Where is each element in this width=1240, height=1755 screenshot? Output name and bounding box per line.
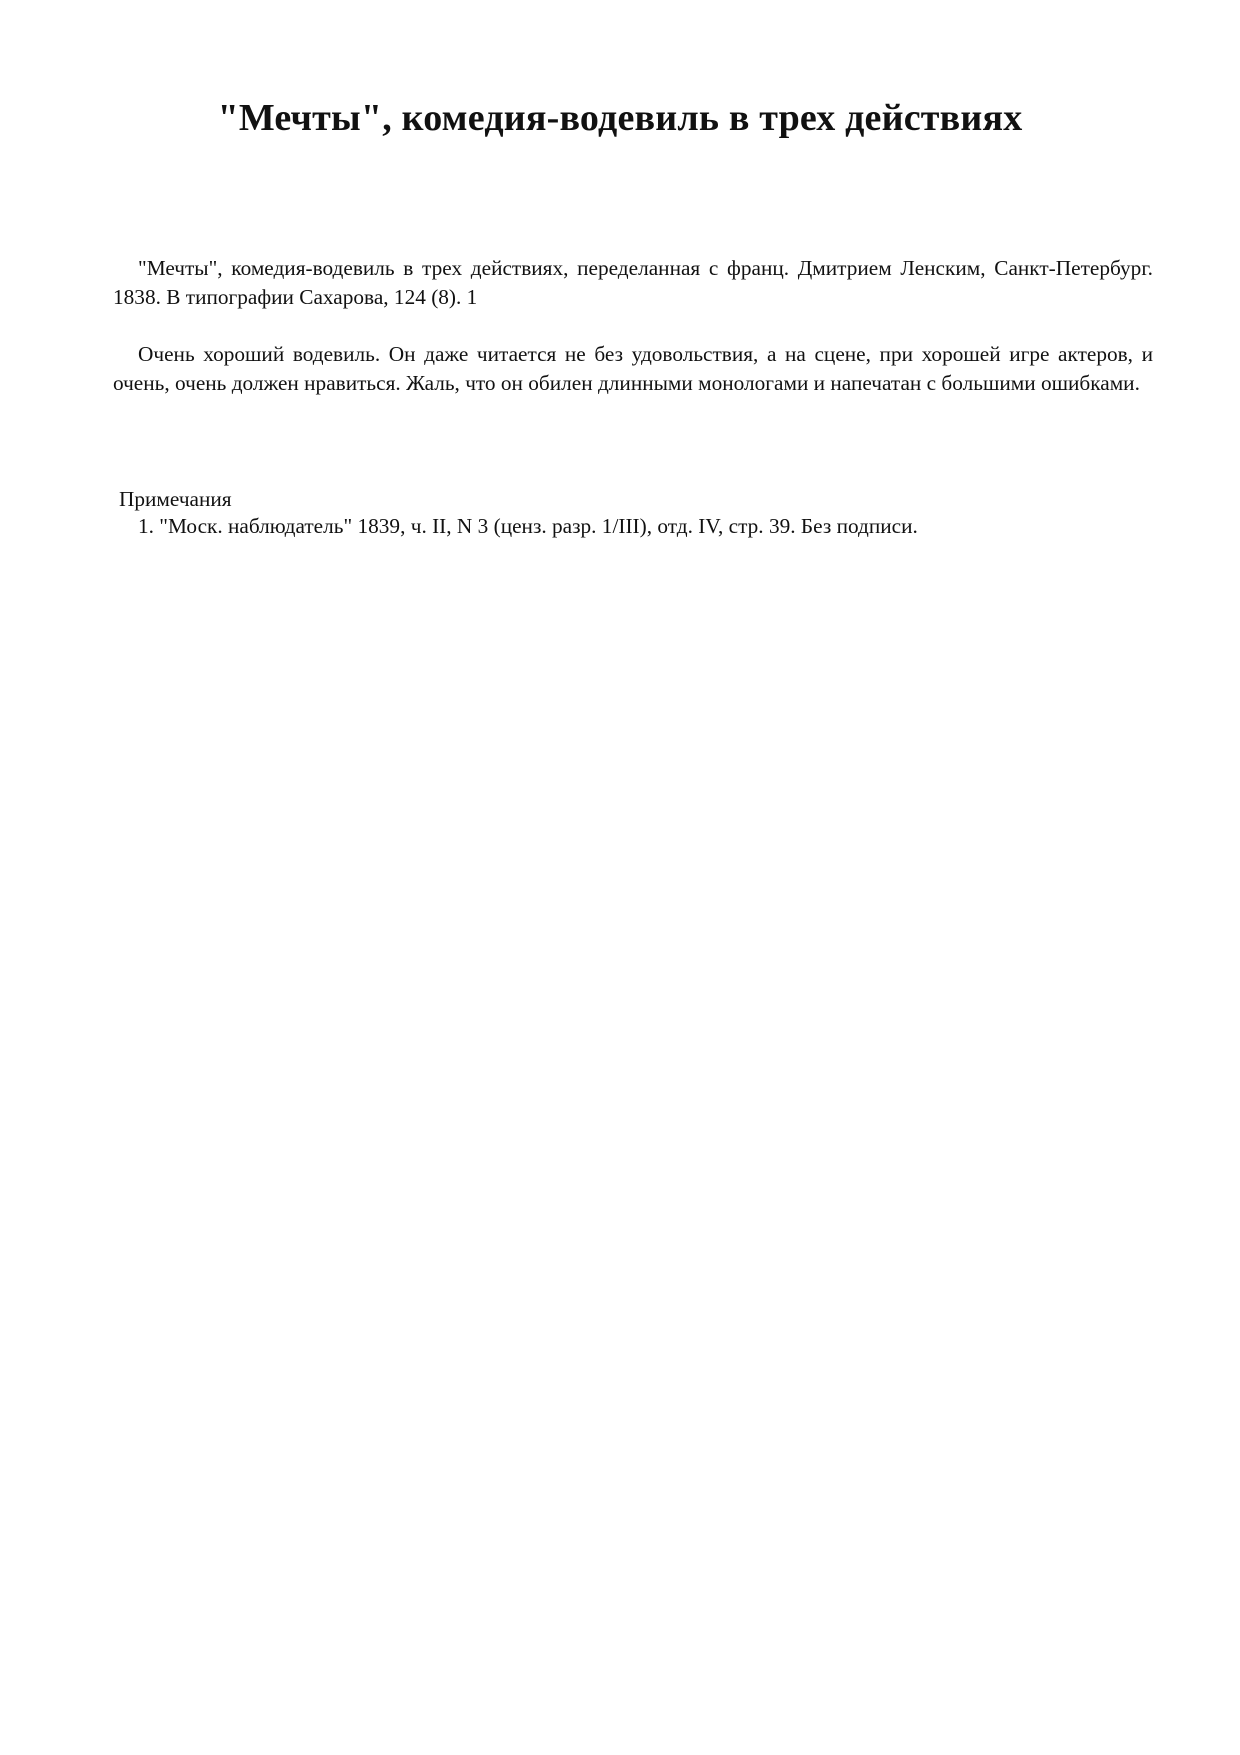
paragraph-bibliographic-entry: "Мечты", комедия-водевиль в трех действиях, переделанная с франц. Дмитрием Ленским, Санкт-Петербург. 1838. В типографии Сахарова, 124 (8). 1 xyxy=(113,256,1153,309)
document-title: "Мечты", комедия-водевиль в трех действиях xyxy=(217,97,1023,139)
paragraph-review-text: Очень хороший водевиль. Он даже читается не без удовольствия, а на сцене, при хорошей игре актеров, и очень, очень должен нравиться. Жаль, что он обилен длинными монологами и напечатан с большими ошибками. xyxy=(113,342,1153,395)
notes-heading: Примечания xyxy=(119,487,232,511)
notes-list xyxy=(138,512,1138,541)
note-item: 1. "Моск. наблюдатель" 1839, ч. II, N 3 (ценз. разр. 1/III), отд. IV, стр. 39. Без подписи. xyxy=(138,514,918,538)
